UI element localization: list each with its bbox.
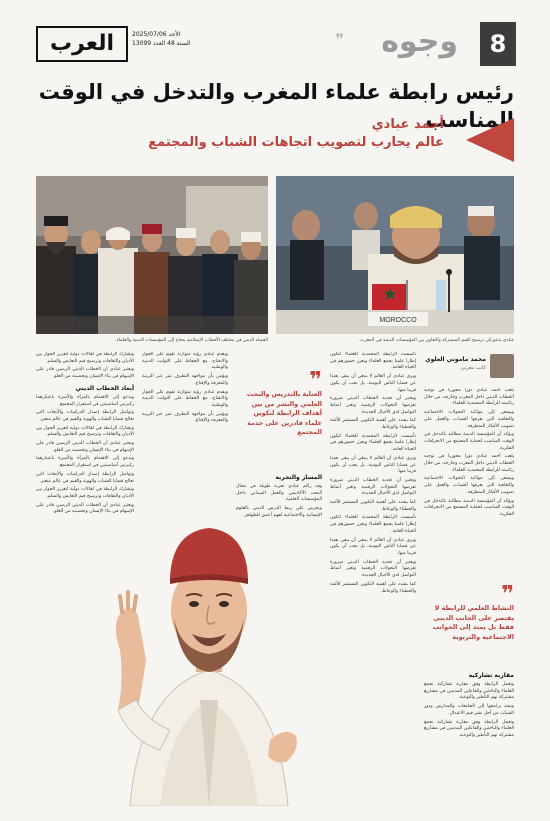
paragraph: تأسست الرابطة المحمدية للعلماء لتكون إطارا علميا يجمع العلماء ويعزز حضورهم في الحياة العامة.: [330, 433, 416, 453]
paragraph: وتواصل الرابطة إصدار الدراسات والأبحاث التي تعالج قضايا الشباب والهوية والقيم في عالم متغير.: [36, 410, 134, 422]
pullquote-center: [236, 368, 322, 438]
paragraph: يلعب أحمد عبادي دورا محوريا في توجيه الخطاب الديني داخل المغرب وخارجه، من خلال رئاسته للرابطة المحمدية للعلماء.: [424, 388, 514, 407]
portrait-drawing: [100, 500, 318, 806]
paragraph: ويسعى إلى مواكبة التحولات الاجتماعية والثقافية التي يعرفها الشباب، والعمل على تصويب الأفكار المتطرفة.: [424, 410, 514, 429]
quote-mark-icon: ❞: [309, 368, 322, 393]
pullquote-right: [424, 582, 514, 642]
issue-number: السنة 48 العدد 13099: [132, 40, 191, 47]
subhead: مقاربة تشاركية: [468, 672, 514, 679]
paragraph: ويحرص على ربط الدرس الديني بالعلوم الإنسانية والاجتماعية لفهم أعمق للظواهر.: [236, 506, 322, 518]
photo-speaker-illustration: [276, 176, 514, 334]
section-title: وجوه: [381, 24, 458, 59]
paragraph: وقد راكم عبادي تجربة طويلة في مجال البحث الأكاديمي والعمل الميداني داخل المؤسسات العلمية.: [236, 484, 322, 503]
paragraph: ويعتبر عبادي أن الخطاب الديني الرصين قادر على الإسهام في بناء الإنسان وتحصينه من الغلو.: [36, 441, 134, 453]
paragraph: ويسعى إلى مواكبة التحولات الاجتماعية والثقافية التي يعرفها الشباب، والعمل على تصويب الأفكار المتطرفة.: [424, 476, 514, 495]
paragraph: وتشارك الرابطة في لقاءات دولية لتعزيز الحوار بين الأديان والثقافات وترسيخ قيم التعايش والسلم.: [36, 425, 134, 438]
photo-conference-speaker: [276, 176, 514, 334]
pullquote-center-text: العناية بالتدريس والبحث العلمي والنشر من بين أهداف الرابطة لتكوين علماء قادرين على خدمة المجتمع: [246, 390, 322, 436]
subject-name: أحمد عبادي: [371, 117, 444, 132]
subject-tagline: عالم يحارب لتصويب اتجاهات الشباب والمجتمع: [148, 135, 444, 150]
paragraph: ويعتبر أن تجديد الخطاب الديني ضرورة تفرضها التحولات الرقمية وتغير أنماط التواصل لدى الأجيال الجديدة.: [330, 396, 416, 415]
photo-clerics-group: [36, 176, 268, 334]
pullquote-right-text: النشاط العلمي للرابطة لا يقتصر على الجانب الديني فقط بل يمتد إلى الجوانب الاجتماعية والتربوية: [432, 604, 514, 641]
quote-mark-icon: ❞: [335, 30, 344, 49]
subhead: المسار والتجربة: [275, 474, 322, 481]
paragraph: ويؤكد أن المؤسسة الدينية مطالبة بالتدخل في الوقت المناسب لحماية المجتمع من الانحرافات الفكرية.: [424, 432, 514, 451]
paragraph: وتعمل الرابطة وفق مقاربة تشاركية تجمع العلماء والباحثين والفاعلين المدنيين في مشاريع مشتركة تهم التأطير والتوعية.: [424, 719, 514, 738]
scholar-portrait-illustration: [100, 500, 318, 806]
paragraph: تأسست الرابطة المحمدية للعلماء لتكون إطارا علميا يجمع العلماء ويعزز حضورهم في الحياة العامة.: [330, 515, 416, 534]
paragraph: ويدعو إلى الاهتمام بالمرأة والأسرة باعتبارهما ركيزتين أساسيتين في استقرار المجتمع.: [36, 456, 134, 469]
article-column-4: [142, 352, 228, 492]
paragraph: وتواصل الرابطة إصدار الدراسات والأبحاث التي تعالج قضايا الشباب والهوية والقيم في عالم متغير.: [36, 471, 134, 484]
author-box: [424, 354, 514, 382]
article-column-1b: [424, 668, 514, 798]
paragraph: ويرى عبادي أن العالم لا ينبغي أن يبقى بعيدا عن قضايا الناس اليومية، بل يجب أن يكون قريبا منها.: [330, 374, 416, 393]
paragraph: ويعتبر عبادي أن الخطاب الديني الرصين قادر على الإسهام في بناء الإنسان وتحصينه من الغلو.: [36, 502, 134, 515]
paragraph: كما يشدد على أهمية التكوين المستمر للأئمة والخطباء والوعاظ.: [330, 418, 416, 431]
paragraph: يلعب أحمد عبادي دورا محوريا في توجيه الخطاب الديني داخل المغرب وخارجه، من خلال رئاسته للرابطة المحمدية للعلماء.: [424, 454, 514, 473]
paragraph: ويرى عبادي أن العالم لا ينبغي أن يبقى بعيدا عن قضايا الناس اليومية، بل يجب أن يكون قريبا منها.: [330, 537, 416, 556]
paragraph: كما يشدد على أهمية التكوين المستمر للأئمة والخطباء والوعاظ.: [330, 581, 416, 594]
paragraph: ويدعو إلى الاهتمام بالمرأة والأسرة باعتبارهما ركيزتين أساسيتين في استقرار المجتمع.: [36, 394, 134, 407]
paragraph: كما يشدد على أهمية التكوين المستمر للأئمة والخطباء والوعاظ.: [330, 500, 416, 512]
paragraph: وتشارك الرابطة في لقاءات دولية لتعزيز الحوار بين الأديان والثقافات وترسيخ قيم التعايش والسلم.: [36, 487, 134, 499]
subject-block: [144, 116, 444, 152]
photo-clerics-illustration: [36, 176, 268, 334]
subhead: أبعاد الخطاب الديني: [75, 384, 134, 392]
author-name: محمد ماموني العلوي: [425, 356, 486, 363]
paragraph: ويقدم عبادي رؤية متوازنة تقوم على الحوار والانفتاح، مع الحفاظ على الثوابت الدينية والوطنية.: [142, 389, 228, 408]
article-column-1: [424, 388, 514, 580]
paragraph: ويرى عبادي أن العالم لا ينبغي أن يبقى بعيدا عن قضايا الناس اليومية، بل يجب أن يكون قريبا منها.: [330, 455, 416, 475]
paragraph: ويقدم عبادي رؤية متوازنة تقوم على الحوار والانفتاح، مع الحفاظ على الثوابت الدينية والوطنية.: [142, 352, 228, 371]
paragraph: وتشارك الرابطة في لقاءات دولية لتعزيز الحوار بين الأديان والثقافات وترسيخ قيم التعايش والسلم.: [36, 352, 134, 364]
paragraph: ويؤكد أن المؤسسة الدينية مطالبة بالتدخل في الوقت المناسب لحماية المجتمع من الانحرافات الفكرية.: [424, 498, 514, 517]
issue-date: الأحد 2025/07/06: [132, 31, 181, 38]
quote-mark-icon: ❞: [501, 582, 514, 607]
page-header: [36, 22, 516, 70]
paragraph: ويعتبر أن تجديد الخطاب الديني ضرورة تفرضها التحولات الرقمية وتغير أنماط التواصل لدى الأجيال الجديدة.: [330, 559, 416, 579]
article-column-2: [330, 352, 416, 797]
masthead-logo: العرب: [36, 26, 128, 62]
paragraph: وتمتد برامجها إلى الجامعات والمدارس ودور الشباب من أجل نشر قيم الاعتدال.: [424, 704, 514, 716]
page-number: 8: [480, 22, 516, 66]
paragraph: ويؤمن بأن مواجهة التطرف تمر عبر التربية والمعرفة والإقناع.: [142, 374, 228, 386]
placard-text: MOROCCO: [379, 317, 417, 324]
paragraph: تأسست الرابطة المحمدية للعلماء لتكون إطارا علميا يجمع العلماء ويعزز حضورهم في الحياة العامة.: [330, 352, 416, 371]
author-role: كاتب مغربي: [460, 365, 486, 371]
paragraph: ويؤمن بأن مواجهة التطرف تمر عبر التربية والمعرفة والإقناع.: [142, 411, 228, 424]
paragraph: ويعتبر عبادي أن الخطاب الديني الرصين قادر على الإسهام في بناء الإنسان وتحصينه من الغلو.: [36, 367, 134, 380]
photo-right-caption: عبادي يدعو إلى ترسيخ القيم المشتركة والتعاون بين المؤسسات الدينية في المغرب.: [358, 338, 514, 343]
issue-info: [132, 30, 191, 48]
headline: رئيس رابطة علماء المغرب والتدخل في الوقت المناسب: [38, 80, 514, 132]
triangle-accent-icon: [466, 118, 514, 162]
author-avatar: [490, 354, 514, 378]
paragraph: وتعمل الرابطة وفق مقاربة تشاركية تجمع العلماء والباحثين والفاعلين المدنيين في مشاريع مشتركة تهم التأطير والتوعية.: [424, 682, 514, 701]
photo-left-caption: الفضاء الديني في مختلف الأقطاب الإسلامية يحتاج إلى المؤسسات الدينية والعلماء.: [115, 338, 268, 343]
paragraph: ويعتبر أن تجديد الخطاب الديني ضرورة تفرضها التحولات الرقمية وتغير أنماط التواصل لدى الأجيال الجديدة.: [330, 477, 416, 497]
